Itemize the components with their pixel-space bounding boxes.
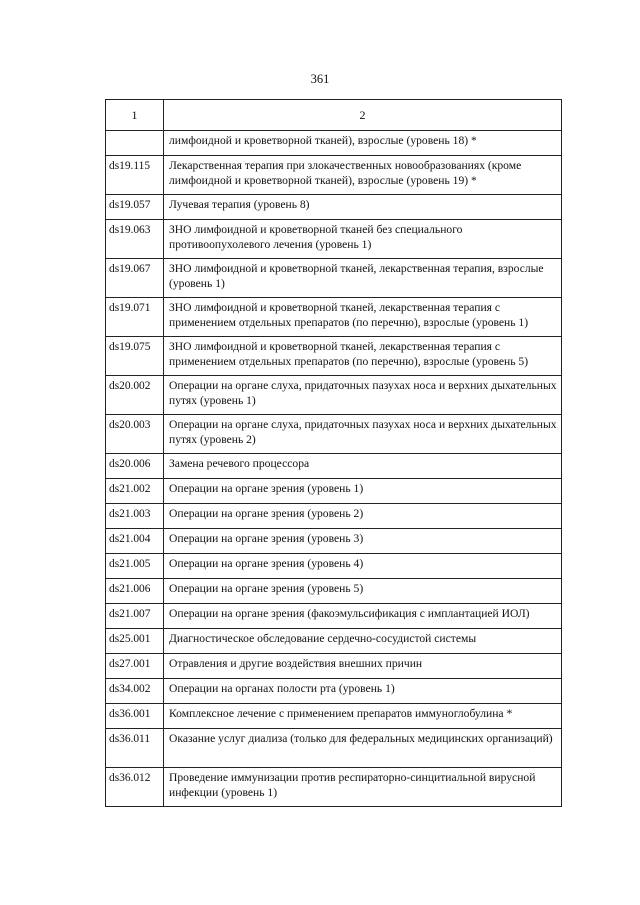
row-code: ds20.006	[106, 454, 164, 479]
row-description: Операции на органе зрения (уровень 5)	[164, 579, 562, 604]
row-code	[106, 131, 164, 156]
row-description: Операции на органе зрения (уровень 4)	[164, 554, 562, 579]
row-code: ds21.002	[106, 479, 164, 504]
row-code: ds36.011	[106, 729, 164, 768]
table-row	[106, 579, 562, 604]
row-description: Оказание услуг диализа (только для федеральных медицинских организаций)	[164, 729, 562, 768]
table-row	[106, 629, 562, 654]
row-description: Лучевая терапия (уровень 8)	[164, 195, 562, 220]
row-description: Операции на органе слуха, придаточных пазухах носа и верхних дыхательных путях (уровень 2)	[164, 415, 562, 454]
table-row	[106, 376, 562, 415]
row-code: ds20.003	[106, 415, 164, 454]
row-description: лимфоидной и кроветворной тканей), взрослые (уровень 18) *	[164, 131, 562, 156]
row-code: ds19.067	[106, 259, 164, 298]
row-code: ds36.001	[106, 704, 164, 729]
page-number: 361	[310, 72, 330, 86]
table-row	[106, 604, 562, 629]
row-code: ds19.063	[106, 220, 164, 259]
table-row	[106, 554, 562, 579]
column-header-code: 1	[106, 100, 164, 131]
row-code: ds19.057	[106, 195, 164, 220]
row-description: Проведение иммунизации против респираторно-синцитиальной вирусной инфекции (уровень 1)	[164, 768, 562, 807]
table-row	[106, 654, 562, 679]
table-row	[106, 679, 562, 704]
row-code: ds21.003	[106, 504, 164, 529]
column-header-description: 2	[164, 100, 562, 131]
row-description: Операции на органе зрения (уровень 2)	[164, 504, 562, 529]
row-code: ds21.007	[106, 604, 164, 629]
table-row	[106, 415, 562, 454]
row-description: Операции на органе зрения (факоэмульсификация с имплантацией ИОЛ)	[164, 604, 562, 629]
table-row	[106, 156, 562, 195]
row-code: ds19.115	[106, 156, 164, 195]
table-row	[106, 337, 562, 376]
table-row	[106, 529, 562, 554]
table-row	[106, 704, 562, 729]
row-code: ds34.002	[106, 679, 164, 704]
row-code: ds19.071	[106, 298, 164, 337]
row-description: ЗНО лимфоидной и кроветворной тканей без специального противоопухолевого лечения (уровень 1)	[164, 220, 562, 259]
table-header-row	[106, 100, 562, 131]
table-row	[106, 454, 562, 479]
row-description: Замена речевого процессора	[164, 454, 562, 479]
table-row	[106, 504, 562, 529]
row-code: ds19.075	[106, 337, 164, 376]
row-description: Комплексное лечение с применением препаратов иммуноглобулина *	[164, 704, 562, 729]
table-row	[106, 195, 562, 220]
row-code: ds21.006	[106, 579, 164, 604]
row-description: Диагностическое обследование сердечно-сосудистой системы	[164, 629, 562, 654]
row-description: ЗНО лимфоидной и кроветворной тканей, лекарственная терапия с применением отдельных препаратов (по перечню), взрослые (уровень 1)	[164, 298, 562, 337]
row-code: ds21.004	[106, 529, 164, 554]
table-body	[106, 131, 562, 807]
tariff-table	[105, 99, 562, 807]
row-code: ds21.005	[106, 554, 164, 579]
table-row	[106, 729, 562, 768]
table-row	[106, 259, 562, 298]
row-description: Операции на органе зрения (уровень 3)	[164, 529, 562, 554]
table-row	[106, 479, 562, 504]
row-description: Операции на органе слуха, придаточных пазухах носа и верхних дыхательных путях (уровень 1)	[164, 376, 562, 415]
row-code: ds36.012	[106, 768, 164, 807]
row-code: ds25.001	[106, 629, 164, 654]
table-row	[106, 768, 562, 807]
table-row	[106, 298, 562, 337]
row-description: Операции на органах полости рта (уровень 1)	[164, 679, 562, 704]
row-description: ЗНО лимфоидной и кроветворной тканей, лекарственная терапия, взрослые (уровень 1)	[164, 259, 562, 298]
row-description: Лекарственная терапия при злокачественных новообразованиях (кроме лимфоидной и кроветворной тканей), взрослые (уровень 19) *	[164, 156, 562, 195]
row-description: ЗНО лимфоидной и кроветворной тканей, лекарственная терапия с применением отдельных препаратов (по перечню), взрослые (уровень 5)	[164, 337, 562, 376]
row-description: Отравления и другие воздействия внешних причин	[164, 654, 562, 679]
row-code: ds20.002	[106, 376, 164, 415]
table-row	[106, 131, 562, 156]
row-description: Операции на органе зрения (уровень 1)	[164, 479, 562, 504]
row-code: ds27.001	[106, 654, 164, 679]
table-row	[106, 220, 562, 259]
